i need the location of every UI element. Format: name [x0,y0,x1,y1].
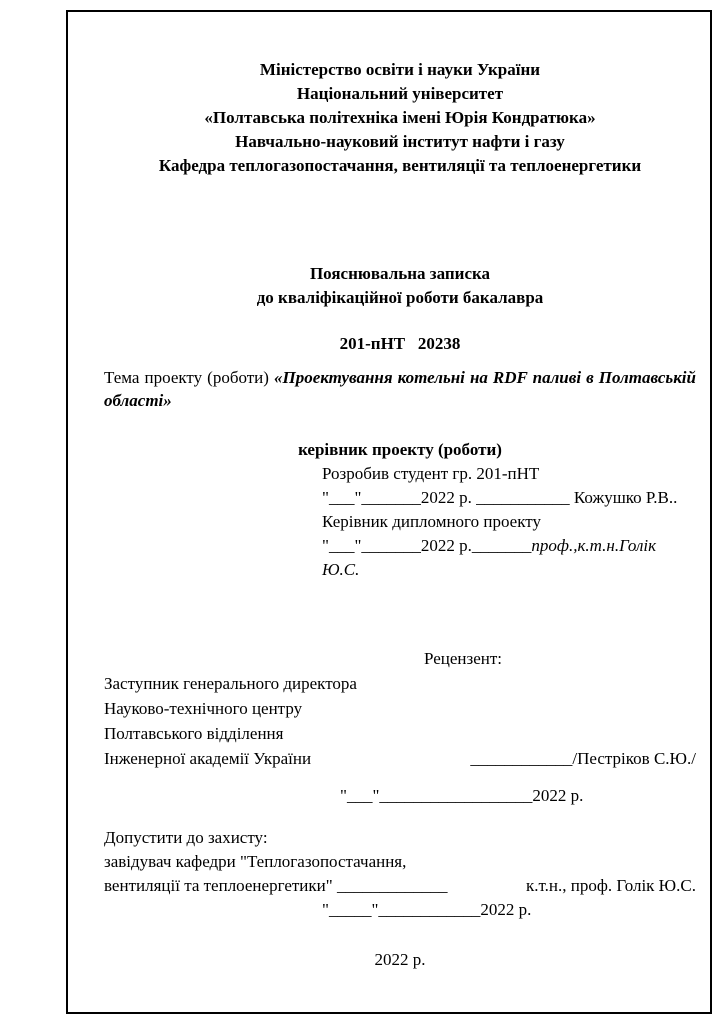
page-content [68,12,710,1012]
supervisor-line: Керівник дипломного проекту [322,512,541,531]
reviewer-org-line-3: Полтавського відділення [104,724,284,743]
header-line-university: Національний університет [296,84,504,103]
topic-prefix: Тема проекту (роботи) [104,368,274,387]
document-title-block [104,262,696,356]
reviewer-org-line-4: Інженерної академії України [104,749,312,768]
reviewer-signature-line: ____________/Пестріков С.Ю./ [470,749,696,768]
admission-heading: Допустити до захисту: [104,828,268,847]
admission-date-line: "_____"____________2022 р. [322,900,532,919]
year-footer: 2022 р. [374,950,426,969]
admission-block [104,826,696,922]
reviewer-org-line-2: Науково-технічного центру [104,699,303,718]
topic-title: «Проектування котельні на RDF паливі в Полтавській області» [104,368,696,410]
reviewer-date-line: "___"__________________2022 р. [340,786,584,805]
admission-department-line: завідувач кафедри "Теплогазопостачання, [104,852,407,871]
developer-line: Розробив студент гр. 201-пНТ [322,464,540,483]
doc-subtitle: до кваліфікаційної роботи бакалавра [256,288,544,307]
group-code: 201-пНТ 20238 [339,334,461,353]
reviewer-org-line-1: Заступник генерального директора [104,674,357,693]
supervisor-signature-line [322,534,696,582]
supervisor-signature-name: проф.,к.т.н.Голік Ю.С. [322,536,661,579]
admission-approver-name: к.т.н., проф. Голік Ю.С. [525,876,696,895]
developer-signature-line: "___"_______2022 р. ___________ Кожушко Р.В.. [322,488,678,507]
header-line-department: Кафедра теплогазопостачання, вентиляції та теплоенергетики [158,156,642,175]
supervisor-heading: керівник проекту (роботи) [298,440,502,459]
header-line-university-name: «Полтавська політехніка імені Юрія Кондратюка» [204,108,596,127]
page-border-frame [66,10,712,1014]
header-line-ministry: Міністерство освіти і науки України [259,60,541,79]
supervisor-signature-blank: "___"_______2022 р._______ [322,536,532,555]
reviewer-signature-row [104,746,696,771]
institution-header [104,58,696,178]
reviewer-heading: Рецензент: [424,649,503,668]
admission-signature-blank: вентиляції та теплоенергетики" _____________ [104,876,448,895]
header-line-institute: Навчально-науковий інститут нафти і газу [235,132,565,151]
supervisor-block [104,462,696,582]
topic-paragraph [104,366,696,412]
admission-signature-row [104,874,696,898]
reviewer-block [104,671,696,808]
doc-type-title: Пояснювальна записка [309,264,491,283]
